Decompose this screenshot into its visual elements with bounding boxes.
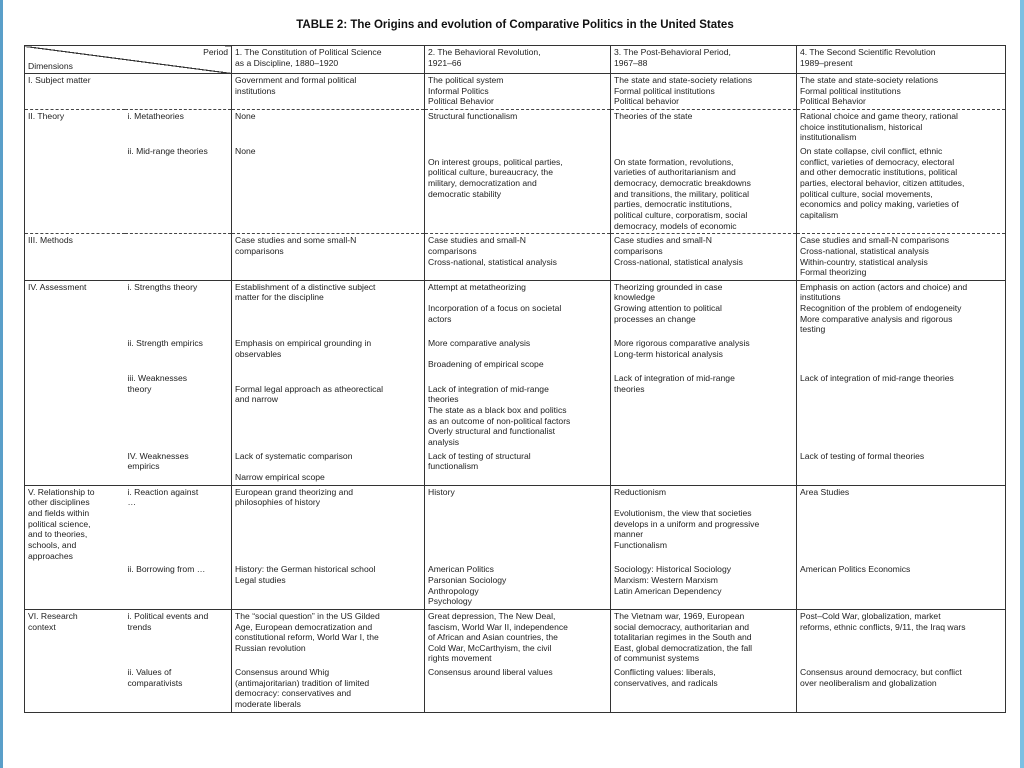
dimension-cell xyxy=(25,372,125,450)
dimension-cell xyxy=(25,337,125,372)
period-cell-4: Emphasis on action (actors and choice) and institutions Recognition of the problem of endogeneity More comparative analysis and rigorous testing xyxy=(797,280,1006,337)
period-header-4: 4. The Second Scientific Revolution 1989–present xyxy=(797,46,1006,74)
period-cell-4: On state collapse, civil conflict, ethnic conflict, varieties of democracy, electoral and other democratic institutions, political parties, electoral behavior, citizen attitudes, political culture, social movements, economics and policy making, varieties of capitalism xyxy=(797,145,1006,234)
dimension-cell xyxy=(25,450,125,485)
table-row xyxy=(25,337,1006,372)
table-row xyxy=(25,666,1006,712)
dimension-cell xyxy=(25,666,125,712)
subdimension-cell: IV. Weaknesses empirics xyxy=(127,450,189,472)
period-cell-1: Government and formal political institutions xyxy=(232,74,425,110)
table-row xyxy=(25,372,1006,450)
right-edge-accent xyxy=(1020,0,1024,768)
subdimension-cell: ii. Values of comparativists xyxy=(125,666,232,712)
period-cell-2: Attempt at metatheorizing Incorporation of a focus on societal actors xyxy=(425,280,611,337)
table-row xyxy=(25,145,1006,234)
period-cell-3: Sociology: Historical Sociology Marxism: Western Marxism Latin American Dependency xyxy=(611,563,797,609)
period-cell-3 xyxy=(611,450,797,485)
period-cell-4: Area Studies xyxy=(797,485,1006,563)
table-row xyxy=(25,485,1006,563)
period-cell-4: Post–Cold War, globalization, market reforms, ethnic conflicts, 9/11, the Iraq wars xyxy=(797,609,1006,666)
period-cell-4: American Politics Economics xyxy=(797,563,1006,609)
period-cell-1: None xyxy=(232,145,425,234)
period-cell-2: The political system Informal Politics Political Behavior xyxy=(425,74,611,110)
subdimension-cell: i. Reaction against … xyxy=(125,485,232,563)
table-row xyxy=(25,280,1006,337)
table-row xyxy=(25,109,1006,144)
period-cell-1: European grand theorizing and philosophies of history xyxy=(232,485,425,563)
period-cell-4: Rational choice and game theory, rational choice institutionalism, historical institutionalism xyxy=(797,109,1006,144)
subdimension-cell: i. Strengths theory xyxy=(125,280,232,337)
period-cell-3: More rigorous comparative analysis Long-term historical analysis xyxy=(611,337,797,372)
subdimension-cell: ii. Mid-range theories xyxy=(127,145,208,156)
table-row xyxy=(25,563,1006,609)
period-header-2: 2. The Behavioral Revolution, 1921–66 xyxy=(425,46,611,74)
period-cell-1: Lack of systematic comparison Narrow empirical scope xyxy=(232,450,425,485)
period-cell-1: Formal legal approach as atheorectical and narrow xyxy=(232,372,425,450)
period-cell-4: The state and state-society relations Formal political institutions Political Behavior xyxy=(797,74,1006,110)
period-cell-2: Consensus around liberal values xyxy=(425,666,611,712)
period-header-3: 3. The Post-Behavioral Period, 1967–88 xyxy=(611,46,797,74)
period-cell-2: Great depression, The New Deal, fascism, World War II, independence of African and Asian countries, the Cold War, McCarthyism, the civil rights movement xyxy=(425,609,611,666)
table-row xyxy=(25,450,1006,485)
period-cell-4: Lack of integration of mid-range theories xyxy=(797,372,1006,450)
period-cell-4: Lack of testing of formal theories xyxy=(797,450,1006,485)
period-cell-2: Lack of integration of mid-range theories The state as a black box and politics as an outcome of non-political factors Overly structural and functionalist analysis xyxy=(425,372,611,450)
subdimension-cell: i. Political events and trends xyxy=(125,609,232,666)
period-cell-2: Case studies and small-N comparisons Cross-national, statistical analysis xyxy=(425,234,611,281)
header-row xyxy=(25,46,1006,74)
dimension-cell: III. Methods xyxy=(25,234,125,281)
period-cell-2: Lack of testing of structural functionalism xyxy=(425,450,611,485)
dimension-cell: IV. Assessment xyxy=(25,280,125,337)
dimension-cell: II. Theory xyxy=(25,109,125,144)
period-cell-1: Emphasis on empirical grounding in observables xyxy=(232,337,425,372)
period-cell-1: The “social question” in the US Gilded Age, European democratization and constitutional reform, World War I, the Russian revolution xyxy=(232,609,425,666)
period-label: Period xyxy=(203,47,228,57)
period-cell-4: Consensus around democracy, but conflict over neoliberalism and globalization xyxy=(797,666,1006,712)
period-header-1: 1. The Constitution of Political Science as a Discipline, 1880–1920 xyxy=(232,46,425,74)
period-cell-3: Theories of the state xyxy=(611,109,797,144)
subdimension-cell xyxy=(125,234,232,281)
table-title: TABLE 2: The Origins and evolution of Comparative Politics in the United States xyxy=(296,19,734,31)
period-cell-4: Case studies and small-N comparisons Cross-national, statistical analysis Within-country, statistical analysis Formal theorizing xyxy=(797,234,1006,281)
period-cell-2: On interest groups, political parties, political culture, bureaucracy, the military, democratization and democratic stability xyxy=(425,145,611,234)
dimension-cell: VI. Research context xyxy=(25,609,125,666)
period-cell-2: More comparative analysis Broadening of empirical scope xyxy=(425,337,611,372)
period-cell-1: None xyxy=(232,109,425,144)
period-cell-3: On state formation, revolutions, varieties of authoritarianism and democracy, democratic breakdowns and transitions, the military, political parties, democratic institutions, political culture, corporatism, social democracy, models of economic xyxy=(611,145,797,234)
period-cell-3: Lack of integration of mid-range theories xyxy=(611,372,797,450)
dimensions-label: Dimensions xyxy=(28,61,73,72)
period-cell-2: American Politics Parsonian Sociology Anthropology Psychology xyxy=(425,563,611,609)
subdimension-cell: i. Metatheories xyxy=(125,109,232,144)
dimension-cell xyxy=(25,563,125,609)
period-cell-3: Case studies and small-N comparisons Cross-national, statistical analysis xyxy=(611,234,797,281)
subdimension-cell xyxy=(125,74,232,110)
dimension-cell: V. Relationship to other disciplines and fields within political science, and to theories, schools, and approaches xyxy=(25,485,125,563)
subdimension-cell: ii. Borrowing from … xyxy=(127,564,206,575)
dimension-cell: I. Subject matter xyxy=(25,74,125,110)
period-cell-1: Establishment of a distinctive subject matter for the discipline xyxy=(232,280,425,337)
period-cell-2: History xyxy=(425,485,611,563)
period-cell-1: Consensus around Whig (antimajoritarian) tradition of limited democracy: conservatives and moderate liberals xyxy=(232,666,425,712)
period-cell-1: Case studies and some small-N comparisons xyxy=(232,234,425,281)
table-row xyxy=(25,609,1006,666)
subdimension-cell: iii. Weaknesses theory xyxy=(127,373,188,394)
dimensions-period-corner xyxy=(25,46,232,74)
comparative-politics-table xyxy=(24,45,1006,713)
left-edge-accent xyxy=(0,0,3,768)
dimension-cell xyxy=(25,145,125,234)
period-cell-3: Theorizing grounded in case knowledge Growing attention to political processes an change xyxy=(611,280,797,337)
period-cell-3: Conflicting values: liberals, conservatives, and radicals xyxy=(611,666,797,712)
period-cell-3: The Vietnam war, 1969, European social democracy, authoritarian and totalitarian regimes in the South and East, global democratization, the fall of communist systems xyxy=(611,609,797,666)
period-cell-3: Reductionism Evolutionism, the view that societies develops in a uniform and progressive manner Functionalism xyxy=(611,485,797,563)
period-cell-2: Structural functionalism xyxy=(425,109,611,144)
table-row xyxy=(25,234,1006,281)
table-row xyxy=(25,74,1006,110)
period-cell-4 xyxy=(797,337,1006,372)
period-cell-1: History: the German historical school Legal studies xyxy=(232,563,425,609)
subdimension-cell: ii. Strength empirics xyxy=(127,338,203,349)
period-cell-3: The state and state-society relations Formal political institutions Political behavior xyxy=(611,74,797,110)
